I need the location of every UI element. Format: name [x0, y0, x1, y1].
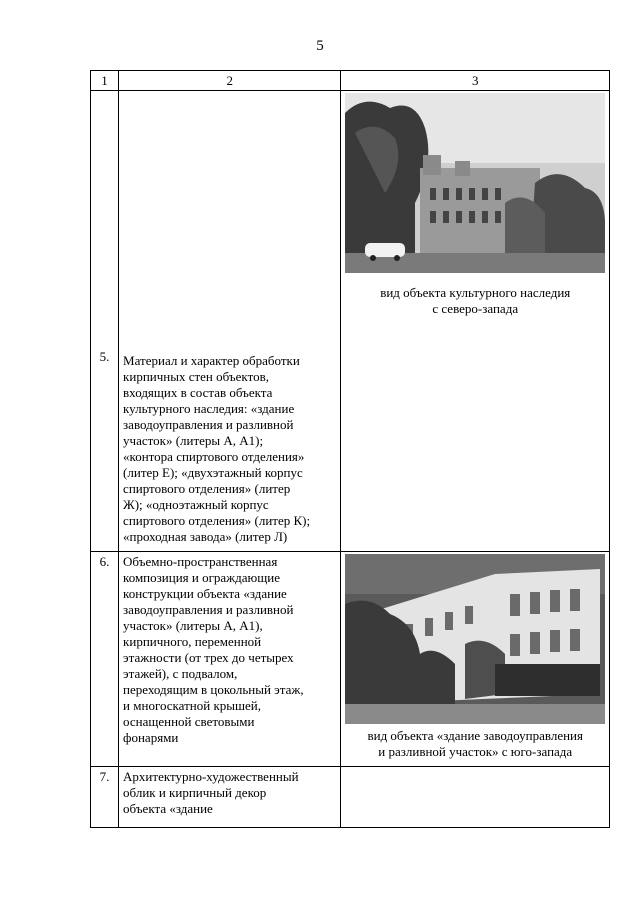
row-description [119, 767, 341, 828]
page-number: 5 [316, 38, 324, 54]
text-line: Материал и характер обработки [123, 353, 300, 368]
text-line: «проходная завода» (литер Л) [123, 529, 288, 544]
text-line: конструкции объекта «здание [123, 586, 287, 601]
text-line: облик и кирпичный декор [123, 785, 267, 800]
row-description [119, 91, 341, 552]
text-line: участок» (литеры А, А1), [123, 618, 263, 633]
text-line: кирпичного, переменной [123, 634, 262, 649]
header-col-2: 2 [119, 71, 341, 91]
text-line: композиция и ограждающие [123, 570, 280, 585]
row-number: 7. [91, 767, 119, 828]
text-line: и многоскатной крышей, [123, 698, 261, 713]
table-row [91, 552, 610, 767]
building-photo-northwest [345, 93, 605, 273]
text-line: переходящим в цокольный этаж, [123, 682, 304, 697]
text-line: кирпичных стен объектов, [123, 369, 269, 384]
header-col-1: 1 [91, 71, 119, 91]
text-line: (литер Е); «двухэтажный корпус [123, 465, 303, 480]
text-line: «контора спиртового отделения» [123, 449, 305, 464]
photo-cell [341, 91, 610, 552]
building-photo-southwest [345, 554, 605, 724]
row-description [119, 552, 341, 767]
text-line: спиртового отделения» (литер [123, 481, 291, 496]
text-line: Объемно-пространственная [123, 554, 278, 569]
table-row [91, 767, 610, 828]
photo-cell-empty [341, 767, 610, 828]
text-line: входящих в состав объекта [123, 385, 273, 400]
text-line: этажности (от трех до четырех [123, 650, 294, 665]
text-line: этажей), с подвалом, [123, 666, 238, 681]
row-number: 6. [91, 552, 119, 767]
text-line: Ж); «одноэтажный корпус [123, 497, 269, 512]
heritage-table [90, 70, 610, 828]
text-line: заводоуправления и разливной [123, 417, 294, 432]
text-line: культурного наследия: «здание [123, 401, 295, 416]
text-line: оснащенной световыми [123, 714, 255, 729]
table-row [91, 91, 610, 552]
photo-caption: вид объекта «здание заводоуправления и разливной участок» с юго-запада [367, 728, 583, 759]
row-number: 5. [99, 349, 110, 364]
text-line: фонарями [123, 730, 179, 745]
header-col-3: 3 [341, 71, 610, 91]
text-line: Архитектурно-художественный [123, 769, 299, 784]
table-header-row [91, 71, 610, 91]
text-line: участок» (литеры А, А1); [123, 433, 264, 448]
text-line: объекта «здание [123, 801, 213, 816]
text-line: заводоуправления и разливной [123, 602, 294, 617]
photo-cell [341, 552, 610, 767]
photo-caption: вид объекта культурного наследия с северо-запада [380, 285, 571, 316]
text-line: спиртового отделения» (литер К); [123, 513, 311, 528]
